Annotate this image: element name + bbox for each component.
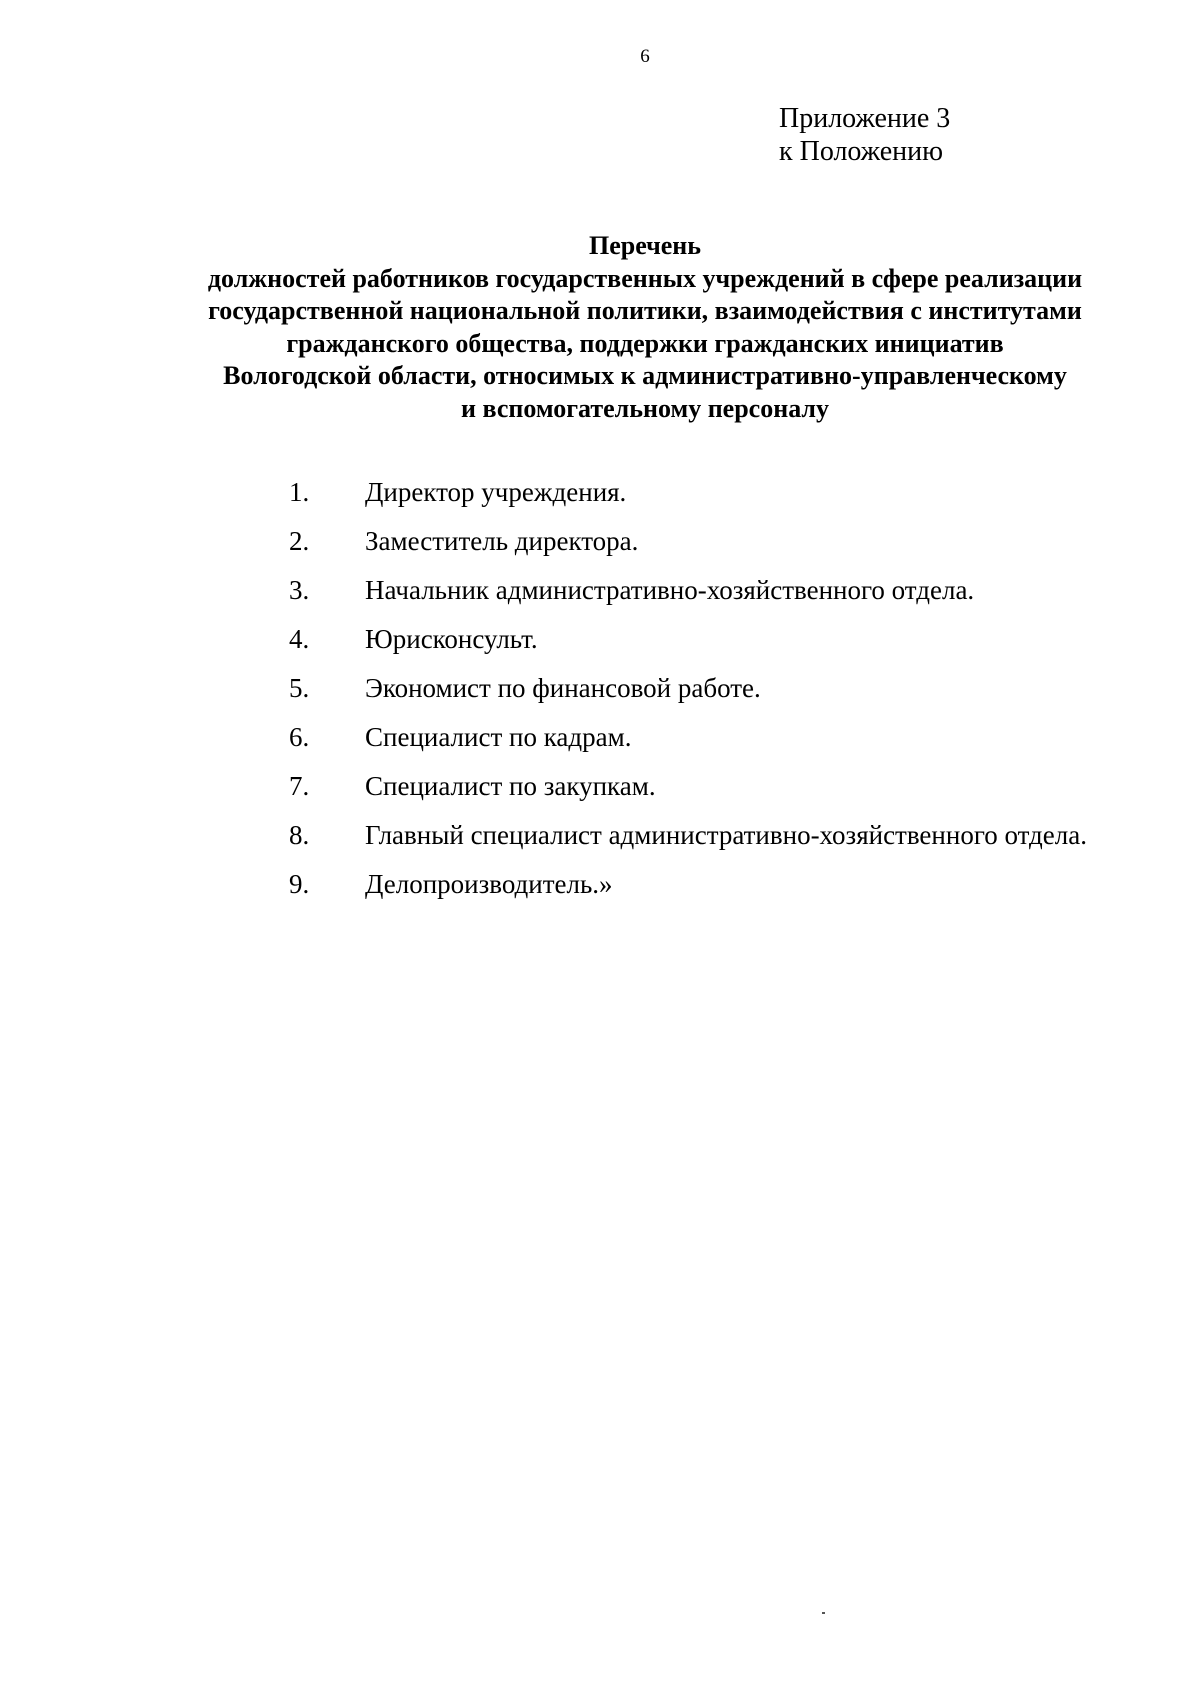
list-item — [0, 866, 1200, 915]
list-item-number: 9. — [289, 869, 310, 899]
list-item — [0, 572, 1200, 621]
list-item-number: 5. — [289, 673, 310, 703]
list-item-number: 8. — [289, 820, 310, 850]
list-item-text: Юрисконсульт. — [365, 624, 538, 654]
list-item-number: 7. — [289, 771, 310, 801]
list-item-number: 3. — [289, 575, 310, 605]
list-item — [0, 768, 1200, 817]
document-title — [0, 230, 1200, 425]
list-item — [0, 817, 1200, 866]
list-item-text: Специалист по закупкам. — [365, 771, 656, 801]
list-item — [0, 670, 1200, 719]
list-item-number: 2. — [289, 526, 310, 556]
list-item-text: Экономист по финансовой работе. — [365, 673, 761, 703]
title-line: государственной национальной политики, взаимодействия с институтами — [208, 296, 1082, 325]
title-heading: Перечень — [588, 231, 702, 260]
page-number: 6 — [640, 46, 650, 67]
list-item — [0, 474, 1200, 523]
appendix-line-2: к Положению — [779, 136, 944, 167]
list-item — [0, 523, 1200, 572]
title-line: гражданского общества, поддержки гражданских инициатив — [286, 328, 1004, 358]
positions-list — [0, 474, 1200, 915]
list-item — [0, 621, 1200, 670]
list-item-text: Заместитель директора. — [365, 526, 639, 556]
list-item-number: 6. — [289, 722, 310, 752]
title-line: Вологодской области, относимых к административно-управленческому — [223, 361, 1067, 390]
list-item-number: 1. — [289, 477, 310, 507]
list-item-text: Специалист по кадрам. — [365, 722, 632, 752]
list-item-text: Главный специалист административно-хозяйственного отдела. — [365, 820, 1087, 850]
list-item-text: Начальник административно-хозяйственного отдела. — [365, 575, 975, 605]
scan-speck — [822, 1612, 825, 1614]
appendix-reference — [779, 102, 950, 168]
list-item-text: Директор учреждения. — [365, 477, 627, 507]
list-item — [0, 719, 1200, 768]
title-line: и вспомогательному персоналу — [460, 393, 830, 423]
list-item-text: Делопроизводитель.» — [365, 869, 613, 899]
title-line: должностей работников государственных учреждений в сфере реализации — [207, 263, 1083, 293]
list-item-number: 4. — [289, 624, 310, 654]
appendix-line-1: Приложение 3 — [779, 103, 951, 134]
